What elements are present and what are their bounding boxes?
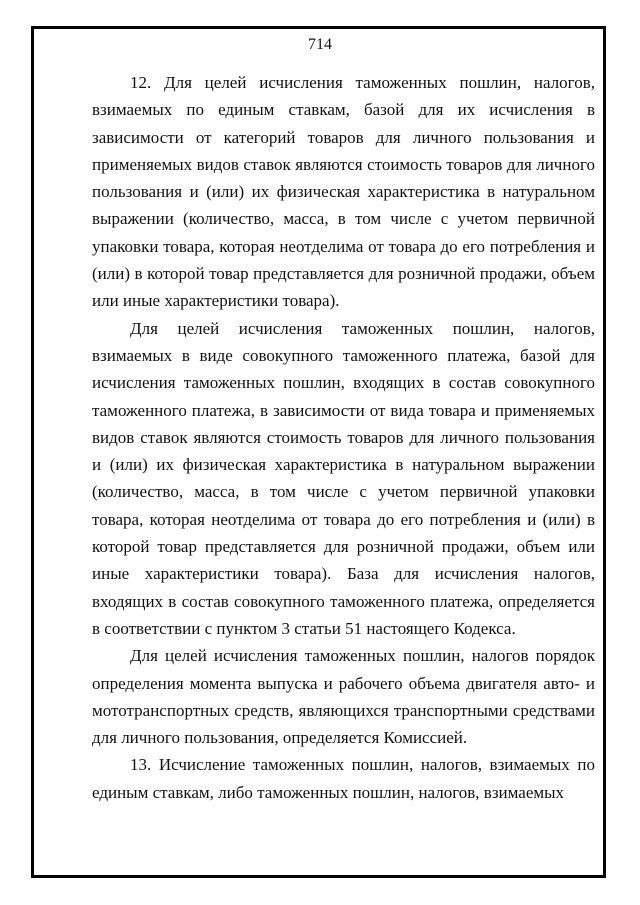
paragraph: Для целей исчисления таможенных пошлин, налогов порядок определения момента выпуска и рабочего объема двигателя авто- и мототранспортных средств, являющихся транспортными средствами для личного пользования, определяется Комиссией. xyxy=(92,646,595,748)
paragraph: 12. Для целей исчисления таможенных пошлин, налогов, взимаемых по единым ставкам, базой для их исчисления в зависимости от категорий товаров для личного пользования и применяемых видов ставок являются стоимость товаров для личного пользования и (или) их физическая характеристика в натуральном выражении (количество, масса, в том числе с учетом первичной упаковки товара, которая неотделима от товара до его потребления и (или) в которой товар представляется для розничной продажи, объем или иные характеристики товара). xyxy=(92,73,595,311)
document-body xyxy=(92,69,595,806)
paragraph: 13. Исчисление таможенных пошлин, налогов, взимаемых по единым ставкам, либо таможенных пошлин, налогов, взимаемых xyxy=(92,755,595,802)
paragraph: Для целей исчисления таможенных пошлин, налогов, взимаемых в виде совокупного таможенного платежа, базой для исчисления таможенных пошлин, входящих в состав совокупного таможенного платежа, в зависимости от вида товара и применяемых видов ставок являются стоимость товаров для личного пользования и (или) их физическая характеристика в натуральном выражении (количество, масса, в том числе с учетом первичной упаковки товара, которая неотделима от товара до его потребления и (или) в которой товар представляется для розничной продажи, объем или иные характеристики товара). База для исчисления налогов, входящих в состав совокупного таможенного платежа, определяется в соответствии с пунктом 3 статьи 51 настоящего Кодекса. xyxy=(92,318,595,638)
page-number: 714 xyxy=(308,36,332,53)
